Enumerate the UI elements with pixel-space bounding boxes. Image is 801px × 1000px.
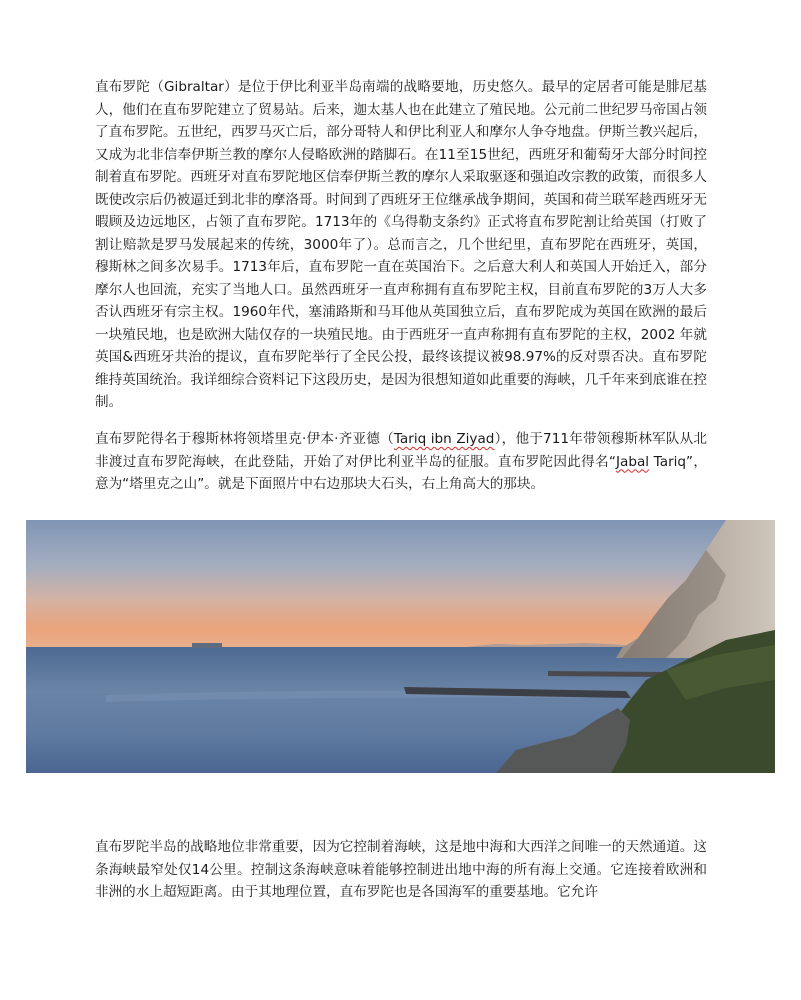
photo-illustration [26,520,775,773]
name-origin-paragraph [95,428,707,496]
history-paragraph: 直布罗陀（Gibraltar）是位于伊比利亚半岛南端的战略要地，历史悠久。最早的定居者可能是腓尼基人，他们在直布罗陀建立了贸易站。后来，迦太基人也在此建立了殖民地。公元前二世纪罗马帝国占领了直布罗陀。五世纪，西罗马灭亡后，部分哥特人和伊比利亚人和摩尔人争夺地盘。伊斯兰教兴起后，又成为北非信奉伊斯兰教的摩尔人侵略欧洲的踏脚石。在11至15世纪，西班牙和葡萄牙大部分时间控制着直布罗陀。西班牙对直布罗陀地区信奉伊斯兰教的摩尔人采取驱逐和强迫改宗教的政策，而很多人既使改宗后仍被逼迁到北非的摩洛哥。时间到了西班牙王位继承战争期间，英国和荷兰联军趁西班牙无暇顾及边远地区，占领了直布罗陀。1713年的《乌得勒支条约》正式将直布罗陀割让给英国（打败了割让赔款是罗马发展起来的传统，3000年了）。总而言之，几个世纪里，直布罗陀在西班牙，英国，穆斯林之间多次易手。1713年后，直布罗陀一直在英国治下。之后意大利人和英国人开始迁入，部分摩尔人也回流，充实了当地人口。虽然西班牙一直声称拥有直布罗陀主权，目前直布罗陀的3万人大多否认西班牙有宗主权。1960年代，塞浦路斯和马耳他从英国独立后，直布罗陀成为英国在欧洲的最后一块殖民地，也是欧洲大陆仅存的一块殖民地。由于西班牙一直声称拥有直布罗陀的主权，2002 年就英国&西班牙共治的提议，直布罗陀举行了全民公投，最终该提议被98.97%的反对票否决。直布罗陀维持英国统治。我详细综合资料记下这段历史，是因为很想知道如此重要的海峡，几千年来到底谁在控制。 [95,79,707,410]
spellcheck-flagged-text: Jabal [615,453,650,470]
name-origin-text-1: 直布罗陀得名于穆斯林将领塔里克·伊本·齐亚德（ [95,431,394,447]
name-origin-text-3: Tariq”，意为“塔里克之山”。就是下面照片中右边那块大石头，右上角高大的那块。 [95,453,707,492]
gibraltar-sunset-photo [26,520,775,773]
distant-ship [192,643,222,648]
spellcheck-flagged-text: Tariq ibn Ziyad [393,431,495,447]
strategic-importance-paragraph: 直布罗陀半岛的战略地位非常重要，因为它控制着海峡，这是地中海和大西洋之间唯一的天然通道。这条海峡最窄处仅14公里。控制这条海峡意味着能够控制进出地中海的所有海上交通。它连接着欧洲和非洲的水上超短距离。由于其地理位置，直布罗陀也是各国海军的重要基地。它允许 [95,839,707,900]
harbour-wall [548,671,666,677]
name-origin-text-2: ），他于711年带领穆斯林军队从北非渡过直布罗陀海峡，在此登陆，开始了对伊比利亚半岛的征服。直布罗陀因此得名“ [95,431,708,470]
